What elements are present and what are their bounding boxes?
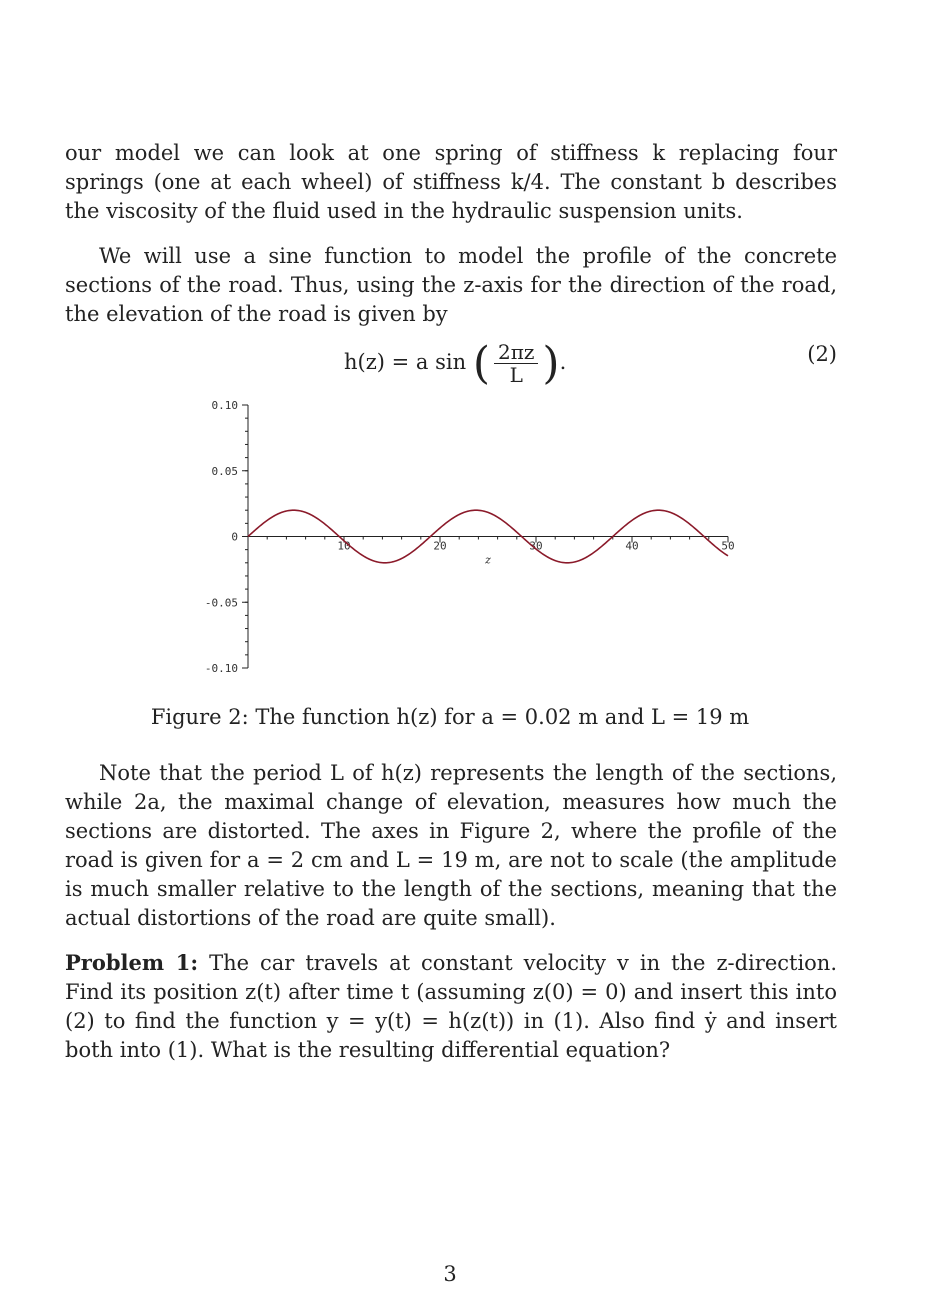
- equation-suffix: .: [559, 350, 567, 374]
- left-paren: (: [472, 338, 490, 389]
- x-axis-label: z: [485, 553, 491, 567]
- paragraph-1: our model we can look at one spring of stiffness k replacing four springs (one at each wheel) of stiffness k/4. The constant b describes the viscosity of the fluid used in the hydraulic suspension units.: [65, 141, 837, 223]
- x-tick-label: 10: [337, 539, 351, 553]
- problem-label: Problem 1:: [65, 950, 199, 975]
- problem-text: The car travels at constant velocity v in the z-direction. Find its position z(t) after time t (assuming z(0) = 0) and insert this into (2) to find the function y = y(t) = h(z(t)) in (1). Also find ẏ and insert both into (1). What is the resulting differential equation?: [65, 951, 838, 1062]
- x-tick-label: 20: [433, 539, 447, 553]
- x-tick-label: 50: [721, 539, 735, 553]
- fraction: [494, 341, 538, 386]
- equation-lhs: h(z) = a sin: [344, 350, 467, 374]
- problem-1: [65, 948, 837, 1065]
- fraction-denominator: L: [509, 363, 523, 387]
- paragraph-2: We will use a sine function to model the profile of the concrete sections of the road. Thus, using the z-axis for the direction of the road, the elevation of the road is given by: [65, 244, 837, 326]
- y-tick-label: 0: [231, 530, 238, 544]
- y-tick-label: -0.10: [204, 662, 238, 675]
- fraction-numerator: 2πz: [494, 341, 538, 364]
- equation-2: [0, 326, 935, 390]
- y-tick-label: -0.05: [204, 596, 238, 610]
- x-tick-label: 30: [529, 539, 543, 553]
- page-number: 3: [443, 1262, 457, 1286]
- y-tick-label: 0.05: [211, 464, 238, 478]
- x-tick-label: 40: [625, 539, 639, 553]
- equation-number: (2): [807, 342, 837, 366]
- paragraph-3: Note that the period L of h(z) represents the length of the sections, while 2a, the maximal change of elevation, measures how much the sections are distorted. The axes in Figure 2, where the profile of the road is given for a = 2 cm and L = 19 m, are not to scale (the amplitude is much smaller relative to the length of the sections, meaning that the actual distortions of the road are quite small).: [65, 761, 837, 930]
- right-paren: ): [542, 338, 560, 389]
- y-tick-label: 0.10: [211, 399, 238, 412]
- sine-plot: [190, 388, 750, 688]
- figure-caption: Figure 2: The function h(z) for a = 0.02 m and L = 19 m: [150, 705, 750, 729]
